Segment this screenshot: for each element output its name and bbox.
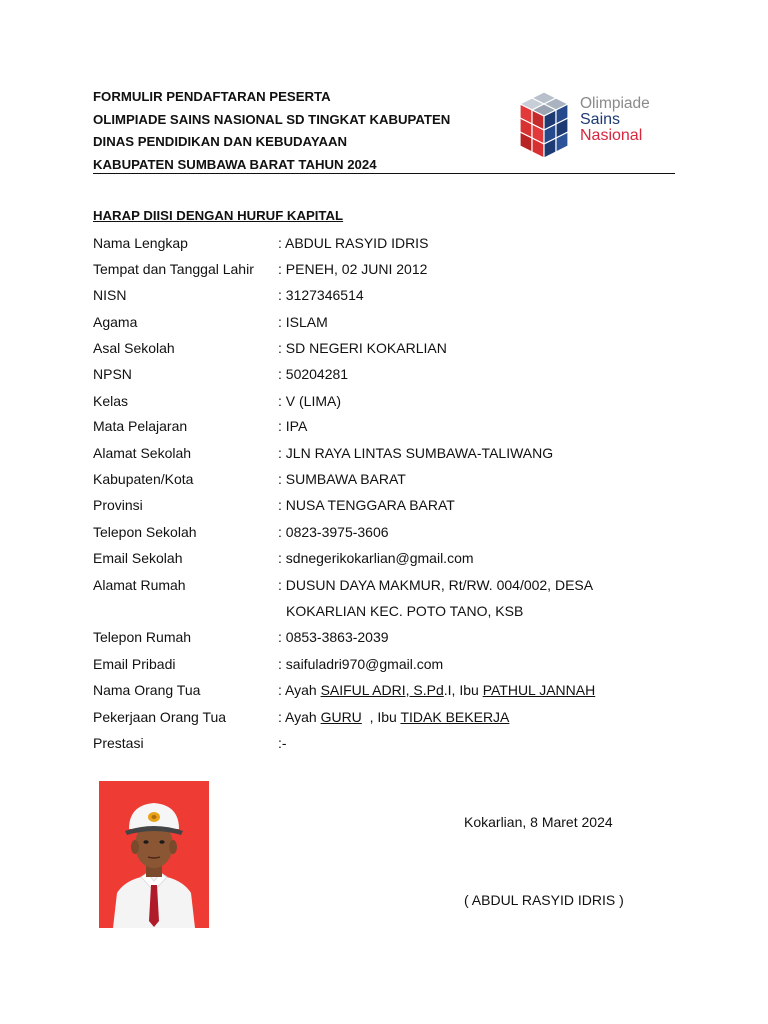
logo-wordmark [580,96,650,144]
header-title-line-3: DINAS PENDIDIKAN DAN KEBUDAYAAN [93,134,348,150]
field-value: : 0823-3975-3606 [278,524,389,540]
field-label: Nama Lengkap [93,235,188,251]
field-label: Asal Sekolah [93,340,175,356]
field-value: : DUSUN DAYA MAKMUR, Rt/RW. 004/002, DESA [278,577,594,593]
logo-word-nasional: Nasional [580,127,643,144]
field-value [278,681,595,699]
field-label: Kelas [93,393,129,409]
student-portrait-icon [99,781,209,928]
field-label: Email Pribadi [93,656,176,672]
field-label: Alamat Rumah [93,577,186,593]
parents-prefix: : Ayah [278,682,321,698]
logo-word-olimpiade: Olimpiade [580,95,650,112]
field-value: : V (LIMA) [278,393,342,409]
field-value: : ABDUL RASYID IDRIS [278,235,429,251]
form-header [93,86,513,176]
header-title-line-2: OLIMPIADE SAINS NASIONAL SD TINGKAT KABUPATEN [93,111,451,127]
header-title-line-4: KABUPATEN SUMBAWA BARAT TAHUN 2024 [93,156,377,172]
field-value [278,708,509,726]
field-label: NISN [93,287,127,303]
field-value: : NUSA TENGGARA BARAT [278,497,455,513]
field-label: Email Sekolah [93,550,183,566]
field-value: : JLN RAYA LINTAS SUMBAWA-TALIWANG [278,445,554,461]
cube-logo-icon [510,92,580,162]
field-label: Pekerjaan Orang Tua [93,709,227,725]
mother-occupation: TIDAK BEKERJA [400,709,510,725]
mother-name: PATHUL JANNAH [482,682,596,698]
form-instruction: HARAP DIISI DENGAN HURUF KAPITAL [93,208,344,223]
field-value: : 0853-3863-2039 [278,629,389,645]
field-label: Tempat dan Tanggal Lahir [93,261,254,277]
field-value: : ISLAM [278,314,328,330]
header-divider [93,173,675,174]
field-value: : 3127346514 [278,287,364,303]
field-value: : saifuladri970@gmail.com [278,656,444,672]
field-label: Mata Pelajaran [93,418,188,434]
header-title-line-1: FORMULIR PENDAFTARAN PESERTA [93,89,331,104]
field-value: : SD NEGERI KOKARLIAN [278,340,447,356]
field-value: : sdnegerikokarlian@gmail.com [278,550,474,566]
parents-job-prefix: : Ayah [278,709,321,725]
field-label: Telepon Sekolah [93,524,197,540]
field-label: Telepon Rumah [93,629,192,645]
field-value: : IPA [278,418,308,434]
field-value: : PENEH, 02 JUNI 2012 [278,261,428,277]
logo-word-sains: Sains [580,111,621,128]
field-label: Provinsi [93,497,143,513]
father-name-suffix: .I, Ibu [443,682,483,698]
parents-job-separator: , Ibu [361,709,401,725]
signature-name: ( ABDUL RASYID IDRIS ) [464,892,624,908]
olimpiade-sains-nasional-logo [506,88,670,160]
field-label: Kabupaten/Kota [93,471,194,487]
student-photo [99,781,209,928]
field-value: : 50204281 [278,366,349,382]
field-label: Prestasi [93,735,144,751]
field-value: : SUMBAWA BARAT [278,471,406,487]
field-value: :- [278,735,287,751]
signature-place-date: Kokarlian, 8 Maret 2024 [464,814,613,830]
field-label: Nama Orang Tua [93,682,201,698]
father-occupation: GURU [320,709,362,725]
father-name: SAIFUL ADRI, S.Pd [320,682,444,698]
field-value-line-2: KOKARLIAN KEC. POTO TANO, KSB [286,603,524,619]
field-label: Agama [93,314,138,330]
field-label: NPSN [93,366,132,382]
field-label: Alamat Sekolah [93,445,192,461]
